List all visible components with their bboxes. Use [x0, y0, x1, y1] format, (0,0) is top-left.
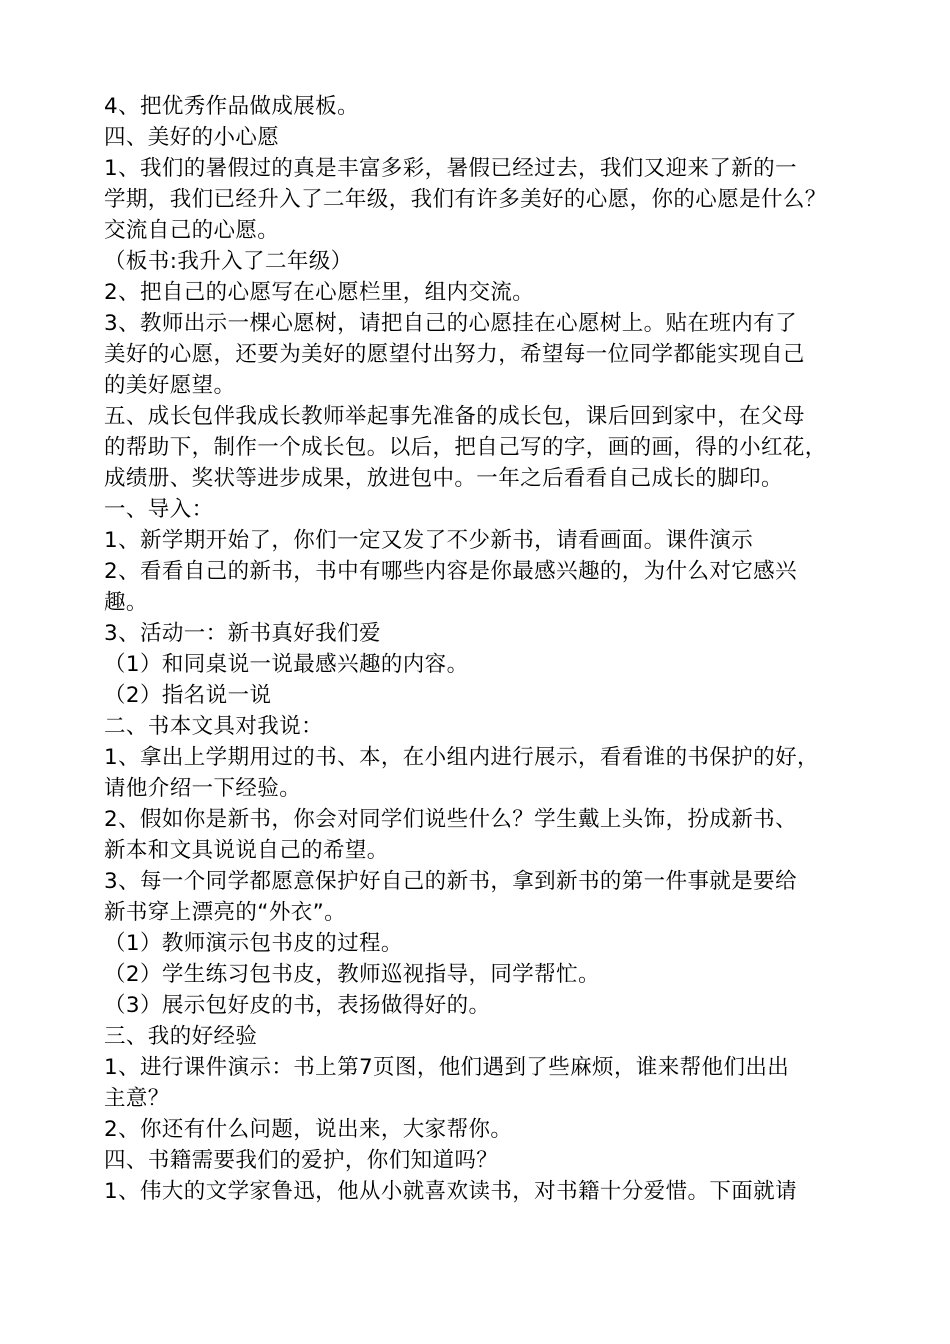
text-line: 请他介绍一下经验。	[104, 776, 302, 801]
text-line: 3、教师出示一棵心愿树，请把自己的心愿挂在心愿树上。贴在班内有了	[104, 311, 797, 336]
text-line: （1）教师演示包书皮的过程。	[104, 931, 403, 956]
text-line: 1、进行课件演示：书上第7页图，他们遇到了些麻烦，谁来帮他们出出	[104, 1055, 790, 1080]
section-heading: 四、书籍需要我们的爱护，你们知道吗？	[104, 1148, 499, 1173]
text-line: 2、把自己的心愿写在心愿栏里，组内交流。	[104, 280, 535, 305]
text-line: （1）和同桌说一说最感兴趣的内容。	[104, 652, 469, 677]
text-line: 1、新学期开始了，你们一定又发了不少新书，请看画面。课件演示	[104, 528, 754, 553]
text-line: 1、伟大的文学家鲁迅，他从小就喜欢读书，对书籍十分爱惜。下面就请	[104, 1179, 797, 1204]
text-line: （板书:我升入了二年级）	[104, 249, 353, 274]
text-line: 的美好愿望。	[104, 373, 236, 398]
text-line: 趣。	[104, 590, 148, 615]
text-line: 1、拿出上学期用过的书、本，在小组内进行展示，看看谁的书保护的好，	[104, 745, 819, 770]
text-line: 2、假如你是新书，你会对同学们说些什么？学生戴上头饰，扮成新书、	[104, 807, 797, 832]
text-line: 2、看看自己的新书，书中有哪些内容是你最感兴趣的，为什么对它感兴	[104, 559, 797, 584]
section-heading: 五、成长包伴我成长教师举起事先准备的成长包，课后回到家中，在父母	[104, 404, 805, 429]
text-line: （2）学生练习包书皮，教师巡视指导，同学帮忙。	[104, 962, 600, 987]
text-line: 学期，我们已经升入了二年级，我们有许多美好的心愿，你的心愿是什么？	[104, 187, 827, 212]
text-line: 美好的心愿，还要为美好的愿望付出努力，希望每一位同学都能实现自己	[104, 342, 805, 367]
text-line: 2、你还有什么问题，说出来，大家帮你。	[104, 1117, 513, 1142]
text-line: 3、每一个同学都愿意保护好自己的新书，拿到新书的第一件事就是要给	[104, 869, 797, 894]
section-heading: 二、书本文具对我说：	[104, 714, 324, 739]
text-line: （3）展示包好皮的书，表扬做得好的。	[104, 993, 491, 1018]
section-heading: 三、我的好经验	[104, 1024, 258, 1049]
text-line: 1、我们的暑假过的真是丰富多彩，暑假已经过去，我们又迎来了新的一	[104, 156, 797, 181]
text-line: 成绩册、奖状等进步成果，放进包中。一年之后看看自己成长的脚印。	[104, 466, 783, 491]
text-line: （2）指名说一说	[104, 683, 272, 708]
text-line: 4、把优秀作品做成展板。	[104, 94, 359, 119]
text-line: 的帮助下，制作一个成长包。以后，把自己写的字，画的画，得的小红花，	[104, 435, 827, 460]
text-line: 交流自己的心愿。	[104, 218, 280, 243]
text-line: 3、活动一：新书真好我们爱	[104, 621, 381, 646]
text-line: 新书穿上漂亮的“外衣”。	[104, 900, 347, 925]
document-body	[104, 91, 874, 1207]
section-heading: 一、导入：	[104, 497, 214, 522]
section-heading: 四、美好的小心愿	[104, 125, 280, 150]
text-line: 新本和文具说说自己的希望。	[104, 838, 389, 863]
text-line: 主意？	[104, 1086, 170, 1111]
